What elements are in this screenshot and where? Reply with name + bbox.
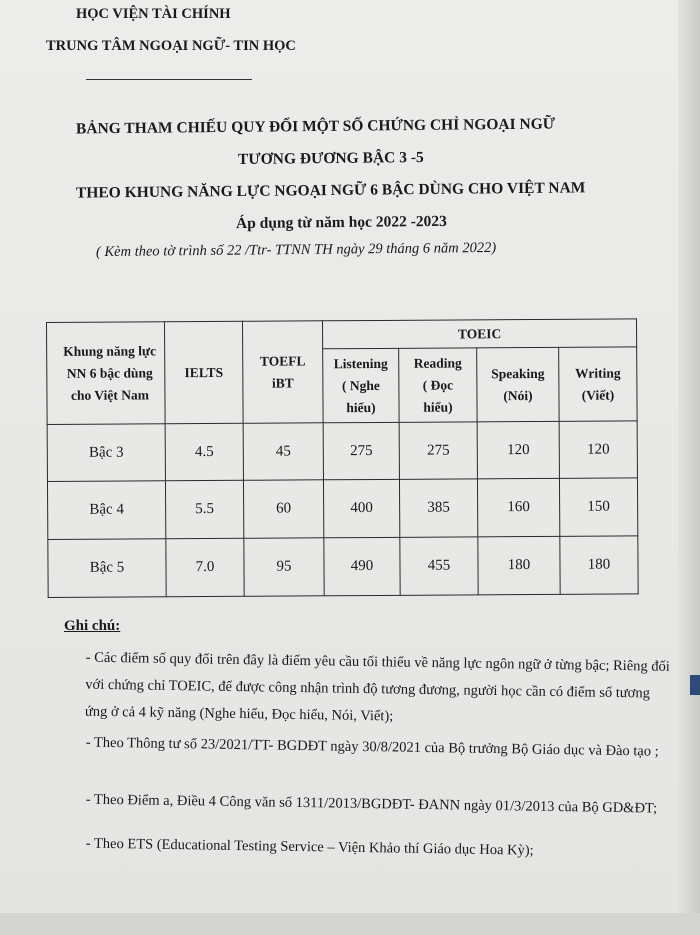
center-name: TRUNG TÂM NGOẠI NGỮ- TIN HỌC — [46, 38, 296, 54]
header-divider — [86, 79, 252, 80]
header-listening-line-2: ( Nghe — [341, 377, 380, 393]
header-toeic: TOEIC — [322, 319, 636, 349]
speaking-cell: 180 — [478, 536, 560, 594]
header-framework-line-1: Khung năng lực — [63, 342, 157, 359]
table-row — [48, 536, 638, 598]
ielts-cell: 5.5 — [165, 480, 243, 538]
table-row — [47, 478, 637, 540]
level-cell: Bậc 4 — [47, 481, 165, 540]
header-framework-line-2: NN 6 bậc dùng — [66, 364, 153, 381]
title-line-3: THEO KHUNG NĂNG LỰC NGOẠI NGỮ 6 BẬC DÙNG CHO VIỆT NAM — [75, 179, 586, 202]
table-row — [47, 421, 637, 482]
speaking-cell: 120 — [477, 421, 559, 478]
header-ielts: IELTS — [165, 321, 244, 423]
toefl-cell: 45 — [243, 423, 323, 480]
header-writing-line-2: (Viết) — [581, 387, 615, 403]
institution-name: HỌC VIỆN TÀI CHÍNH — [76, 6, 231, 22]
header-reading-line-1: Reading — [413, 354, 462, 371]
ielts-cell: 7.0 — [166, 538, 244, 596]
header-listening — [323, 348, 399, 422]
note-3 — [46, 786, 672, 823]
writing-cell: 180 — [560, 536, 638, 594]
note-3-text: - Theo Điểm a, Điều 4 Công văn số 1311/2013/BGDĐT- ĐANN ngày 01/3/2013 của Bộ GD&ĐT; — [85, 791, 658, 817]
header-framework — [47, 322, 166, 425]
page-edge-shadow — [678, 0, 700, 935]
conversion-table — [46, 318, 639, 598]
header-writing — [559, 347, 637, 421]
header-listening-line-3: hiểu) — [346, 399, 376, 415]
note-1-text: - Các điểm số quy đổi trên đây là điểm yêu cầu tối thiểu về năng lực ngôn ngữ ở từng bậc; Riêng đối với chứng chỉ TOEIC, để được công nhận trình độ tương đương, người học cần có điểm số tương ứng ở cả 4 kỹ năng (Nghe hiểu, Đọc hiểu, Nói, Viết); — [84, 649, 670, 725]
header-reading — [399, 348, 477, 422]
header-speaking-line-1: Speaking — [491, 365, 545, 381]
header-reading-line-2: ( Đọc — [422, 377, 454, 393]
listening-cell: 490 — [324, 537, 400, 595]
header-toefl-line-1: TOEFL — [259, 352, 306, 369]
listening-cell: 400 — [323, 479, 399, 537]
note-4 — [46, 830, 672, 867]
title-line-2: TƯƠNG ĐƯƠNG BẬC 3 -5 — [237, 149, 424, 168]
level-cell: Bậc 5 — [48, 539, 166, 598]
notes-title: Ghi chú: — [64, 618, 121, 634]
note-2 — [46, 729, 672, 766]
header-listening-line-1: Listening — [333, 355, 388, 371]
title-line-1: BẢNG THAM CHIẾU QUY ĐỔI MỘT SỐ CHỨNG CHỈ NGOẠI NGỮ — [75, 115, 556, 138]
note-4-text: - Theo ETS (Educational Testing Service – Viện Khảo thí Giáo dục Hoa Kỳ); — [85, 835, 534, 859]
header-writing-line-1: Writing — [575, 364, 621, 381]
header-toefl-line-2: iBT — [271, 374, 294, 391]
writing-cell: 120 — [559, 421, 637, 478]
header-speaking-line-2: (Nói) — [503, 387, 533, 403]
ielts-cell: 4.5 — [165, 423, 243, 480]
listening-cell: 275 — [323, 422, 399, 479]
writing-cell: 150 — [559, 478, 637, 536]
header-reading-line-3: hiểu) — [423, 399, 453, 415]
note-1 — [45, 644, 672, 735]
reading-cell: 385 — [399, 479, 477, 537]
header-toefl — [242, 321, 323, 423]
header-speaking — [477, 347, 559, 421]
level-cell: Bậc 3 — [47, 424, 165, 482]
background-object — [690, 675, 700, 695]
reference-line: ( Kèm theo tờ trình số 22 /Ttr- TTNN TH ngày 29 tháng 6 năm 2022) — [95, 239, 497, 261]
bottom-border — [0, 913, 700, 935]
header-framework-line-3: cho Việt Nam — [70, 386, 149, 403]
title-line-4: Áp dụng từ năm học 2022 -2023 — [235, 212, 447, 233]
speaking-cell: 160 — [477, 478, 559, 536]
toefl-cell: 95 — [244, 538, 324, 596]
toefl-cell: 60 — [243, 480, 323, 538]
note-2-text: - Theo Thông tư số 23/2021/TT- BGDĐT ngày 30/8/2021 của Bộ trưởng Bộ Giáo dục và Đào tạo ; — [85, 734, 659, 760]
reading-cell: 275 — [399, 422, 477, 479]
reading-cell: 455 — [400, 537, 478, 595]
